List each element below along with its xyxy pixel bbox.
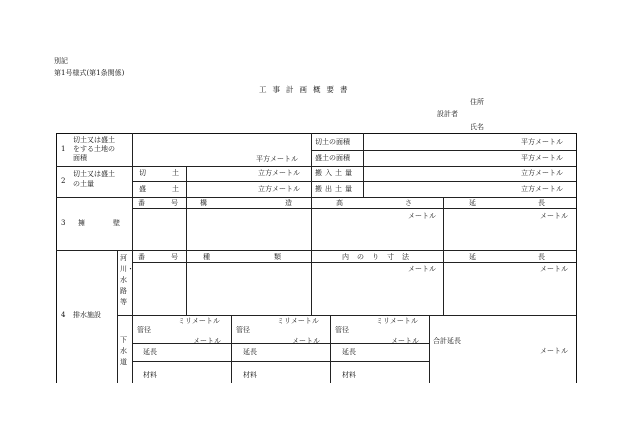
pipe3-length-label: 延長	[342, 348, 356, 356]
pipe3-diameter-label: 管径	[335, 326, 349, 334]
annex-label: 別記	[54, 57, 68, 65]
wall-header-length: 延長	[469, 199, 607, 207]
pipe1-diameter-label: 管径	[137, 326, 151, 334]
row1-number: 1	[61, 145, 66, 153]
fill-volume-unit: 立方メートル	[258, 185, 300, 193]
row2-number: 2	[61, 177, 66, 185]
pipe3-mm-unit: ミリメートル	[376, 317, 418, 325]
total-length-unit: メートル	[540, 347, 568, 355]
river-inner-unit: メートル	[408, 265, 436, 273]
row2-label-line2: の土量	[73, 180, 94, 188]
cut-area-unit: 平方メートル	[521, 138, 563, 146]
fill-label: 盛土	[139, 185, 205, 193]
row4-number: 4	[61, 311, 66, 319]
pipe2-material-label: 材料	[243, 371, 257, 379]
pipe1-m-unit: メートル	[193, 337, 221, 345]
wall-header-structure: 構造	[200, 199, 370, 207]
row1-total-unit: 平方メートル	[256, 155, 298, 163]
pipe2-diameter-label: 管径	[236, 326, 250, 334]
import-label: 搬入土量	[315, 169, 355, 177]
row4-label: 排水施設	[73, 311, 101, 319]
address-label: 住所	[470, 98, 484, 106]
row1-label-line3: 面積	[73, 154, 87, 162]
wall-header-number: 番号	[138, 199, 204, 207]
cut-volume-unit: 立方メートル	[258, 169, 300, 177]
export-unit: 立方メートル	[521, 185, 563, 193]
fill-area-unit: 平方メートル	[521, 154, 563, 162]
river-header-inner-size: 内のり寸法	[342, 253, 417, 261]
pipe3-m-unit: メートル	[391, 337, 419, 345]
row2-label-line1: 切土又は盛土	[73, 170, 115, 178]
pipe1-mm-unit: ミリメートル	[178, 317, 220, 325]
document-title: 工事計画概要書	[259, 85, 354, 94]
import-unit: 立方メートル	[521, 169, 563, 177]
designer-label: 設計者	[437, 110, 458, 118]
cut-area-label: 切土の面積	[315, 138, 350, 146]
total-length-label: 合計延長	[433, 337, 461, 345]
fill-area-label: 盛土の面積	[315, 154, 350, 162]
pipe2-mm-unit: ミリメートル	[277, 317, 319, 325]
row1-label-line1: 切土又は盛土	[73, 136, 115, 144]
export-label: 搬出土量	[315, 185, 355, 193]
pipe1-length-label: 延長	[143, 348, 157, 356]
sewer-label: 下水道	[120, 336, 127, 366]
river-header-length: 延長	[469, 253, 607, 261]
pipe2-m-unit: メートル	[292, 337, 320, 345]
wall-height-unit: メートル	[408, 212, 436, 220]
row3-number: 3	[61, 219, 66, 227]
wall-header-height: 高さ	[336, 199, 474, 207]
pipe3-material-label: 材料	[342, 371, 356, 379]
pipe2-length-label: 延長	[243, 348, 257, 356]
river-length-unit: メートル	[540, 265, 568, 273]
row3-label: 擁壁	[78, 219, 148, 227]
row1-label-line2: をする土地の	[73, 145, 115, 153]
cut-label: 切土	[139, 169, 205, 177]
river-label: 河川・水路等	[120, 254, 134, 306]
river-header-number: 番号	[138, 253, 204, 261]
pipe1-material-label: 材料	[143, 371, 157, 379]
name-label: 氏名	[470, 123, 484, 131]
wall-length-unit: メートル	[540, 212, 568, 220]
form-number: 第1号様式(第1条関係)	[54, 69, 125, 77]
river-header-type: 種類	[203, 253, 345, 261]
